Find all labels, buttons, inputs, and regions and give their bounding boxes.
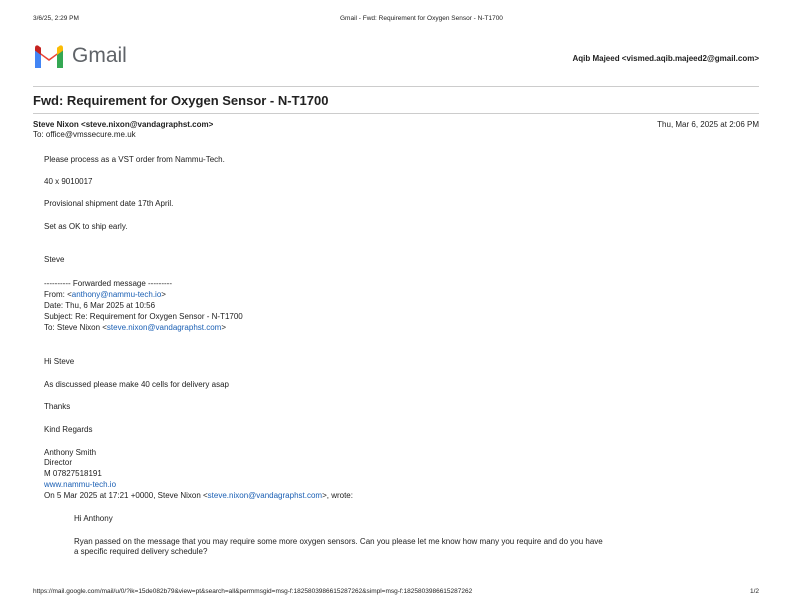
body-line-3: Provisional shipment date 17th April. bbox=[44, 199, 174, 208]
forward-separator: ---------- Forwarded message --------- bbox=[44, 279, 172, 288]
body-line-4: Set as OK to ship early. bbox=[44, 222, 128, 231]
print-page-number: 1/2 bbox=[749, 588, 759, 595]
forward-to-link[interactable]: steve.nixon@vandagraphst.com bbox=[106, 323, 222, 332]
forward-thanks: Thanks bbox=[44, 402, 71, 411]
print-url: https://mail.google.com/mail/u/0/?ik=15de082b79&view=pt&search=all&permmsgid=msg-f:1825803986615287262&simpl=msg-f:1825803986615287262 bbox=[33, 588, 473, 595]
forward-to: To: Steve Nixon <steve.nixon@vandagraphst.com> bbox=[44, 323, 226, 332]
body-line-1: Please process as a VST order from Nammu-Tech. bbox=[44, 155, 225, 164]
forward-from-link[interactable]: anthony@nammu-tech.io bbox=[71, 290, 162, 299]
email-date: Thu, Mar 6, 2025 at 2:06 PM bbox=[657, 120, 759, 129]
signature-title: Director bbox=[44, 458, 73, 467]
forward-message: As discussed please make 40 cells for delivery asap bbox=[44, 380, 229, 389]
quote-line-2: a specific required delivery schedule? bbox=[74, 547, 208, 556]
sender: Steve Nixon <steve.nixon@vandagraphst.com> bbox=[33, 120, 214, 129]
subject-divider bbox=[33, 113, 759, 114]
account-email: Aqib Majeed <vismed.aqib.majeed2@gmail.com> bbox=[572, 54, 759, 63]
email-subject: Fwd: Requirement for Oxygen Sensor - N-T1700 bbox=[33, 93, 329, 108]
quote-intro: On 5 Mar 2025 at 17:21 +0000, Steve Nixon <steve.nixon@vandagraphst.com>, wrote: bbox=[44, 491, 353, 500]
signature-phone: M 07827518191 bbox=[44, 469, 102, 478]
forward-regards: Kind Regards bbox=[44, 425, 93, 434]
header-divider bbox=[33, 86, 759, 87]
print-page-title: Gmail - Fwd: Requirement for Oxygen Sensor - N-T1700 bbox=[340, 15, 503, 22]
quote-line-1: Ryan passed on the message that you may require some more oxygen sensors. Can you please let me know how many you require and do you have bbox=[74, 537, 603, 546]
forward-subject: Subject: Re: Requirement for Oxygen Sensor - N-T1700 bbox=[44, 312, 243, 321]
body-signature: Steve bbox=[44, 255, 65, 264]
body-line-2: 40 x 9010017 bbox=[44, 177, 93, 186]
signature-website-link[interactable]: www.nammu-tech.io bbox=[44, 480, 117, 489]
gmail-wordmark: Gmail bbox=[72, 44, 127, 67]
quote-greeting: Hi Anthony bbox=[74, 514, 113, 523]
recipient: To: office@vmssecure.me.uk bbox=[33, 130, 136, 139]
forward-greeting: Hi Steve bbox=[44, 357, 75, 366]
quote-intro-link[interactable]: steve.nixon@vandagraphst.com bbox=[207, 491, 323, 500]
print-datetime: 3/6/25, 2:29 PM bbox=[33, 15, 79, 22]
forward-date: Date: Thu, 6 Mar 2025 at 10:56 bbox=[44, 301, 156, 310]
gmail-logo-icon bbox=[33, 44, 65, 68]
forward-from: From: <anthony@nammu-tech.io> bbox=[44, 290, 166, 299]
signature-name: Anthony Smith bbox=[44, 448, 97, 457]
